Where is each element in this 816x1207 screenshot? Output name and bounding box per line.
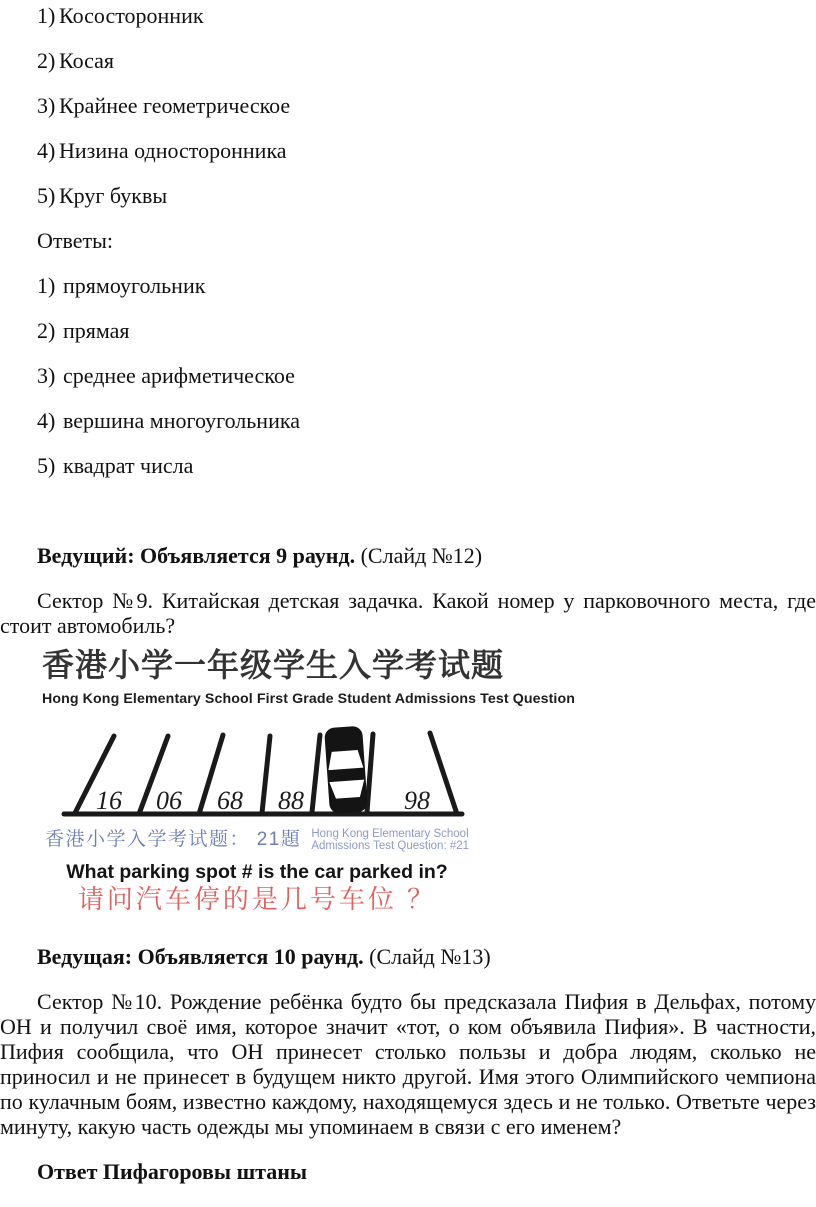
answers-heading: Ответы: — [37, 228, 114, 253]
question-item — [0, 3, 816, 28]
caption-chinese: 香港小学入学考试题： 21題 — [44, 829, 302, 850]
round10-answer: Ответ Пифагоровы штаны — [37, 1159, 308, 1184]
spot-number: 88 — [278, 786, 304, 815]
blank-line — [0, 498, 816, 543]
host-label: Ведущая: Объявляется 10 раунд. — [37, 944, 364, 969]
answer-item — [0, 363, 816, 388]
round9-announcement — [0, 543, 816, 568]
host-label: Ведущий: Объявляется 9 раунд. — [37, 543, 356, 568]
puzzle-caption — [42, 828, 472, 852]
question-item — [0, 183, 816, 208]
question-item — [0, 138, 816, 163]
item-text: вершина многоугольника — [63, 408, 300, 433]
round10-sector-text: Сектор №10. Рождение ребёнка будто бы предсказала Пифия в Дельфах, потому ОН и получил своё имя, которое значит «тот, о ком объявила Пифия». В частности, Пифия сообщила, что ОН принесет столько пользы и добра людям, сколько не приносил и не принесет в будущем никто другой. Имя этого Олимпийского чемпиона по кулачным боям, известно каждому, находящемуся здесь и не только. Ответьте через минуту, какую часть одежды мы упоминаем в связи с его именем? — [0, 989, 816, 1139]
parking-divider — [262, 736, 270, 813]
item-text: Кососторонник — [59, 3, 204, 28]
puzzle-question-chinese: 请问汽车停的是几号车位 ？ — [77, 884, 437, 914]
item-number: 2) — [37, 48, 56, 73]
slide-ref: (Слайд №12) — [355, 543, 483, 568]
answer-item — [0, 453, 816, 478]
item-number: 5) — [37, 453, 56, 478]
item-text: Круг буквы — [59, 183, 168, 208]
item-number: 1) — [37, 273, 56, 298]
item-text: среднее арифметическое — [63, 363, 295, 388]
item-text: Косая — [59, 48, 115, 73]
item-number: 4) — [37, 408, 56, 433]
parking-dividers — [64, 733, 462, 814]
answer-item — [0, 318, 816, 343]
answer-item — [0, 273, 816, 298]
spot-number: 06 — [156, 786, 182, 815]
item-text: Низина односторонника — [59, 138, 287, 163]
parking-divider — [367, 734, 373, 812]
round10-announcement — [0, 944, 816, 969]
caption-english: Hong Kong Elementary School Admissions Test Question: #21 — [311, 828, 470, 852]
spot-number: 16 — [96, 786, 122, 815]
item-number: 5) — [37, 183, 56, 208]
parking-divider — [430, 733, 457, 814]
puzzle-image[interactable] — [42, 647, 575, 914]
puzzle-title-chinese: 香港小学一年级学生入学考试题 — [42, 647, 505, 683]
question-item — [0, 93, 816, 118]
spot-number: 98 — [404, 786, 430, 815]
question-item — [0, 48, 816, 73]
puzzle-subtitle-english: Hong Kong Elementary School First Grade Student Admissions Test Question — [42, 691, 575, 707]
parking-divider — [312, 735, 320, 812]
item-number: 4) — [37, 138, 56, 163]
car-windshield — [327, 750, 363, 770]
item-text: прямая — [63, 318, 130, 343]
answer-item — [0, 408, 816, 433]
round9-sector-text: Сектор №9. Китайская детская задачка. Какой номер у парковочного места, где стоит автомобиль? — [0, 588, 816, 638]
car-top-view — [324, 726, 368, 814]
spot-number: 68 — [217, 786, 243, 815]
item-text: Крайнее геометрическое — [59, 93, 291, 118]
item-number: 1) — [37, 3, 56, 28]
item-number: 3) — [37, 363, 56, 388]
item-text: прямоугольник — [63, 273, 206, 298]
item-text: квадрат числа — [63, 453, 194, 478]
item-number: 2) — [37, 318, 56, 343]
parking-lot-diagram — [42, 721, 474, 817]
slide-ref: (Слайд №13) — [363, 944, 491, 969]
item-number: 3) — [37, 93, 56, 118]
puzzle-question-english: What parking spot # is the car parked in? — [66, 861, 448, 883]
